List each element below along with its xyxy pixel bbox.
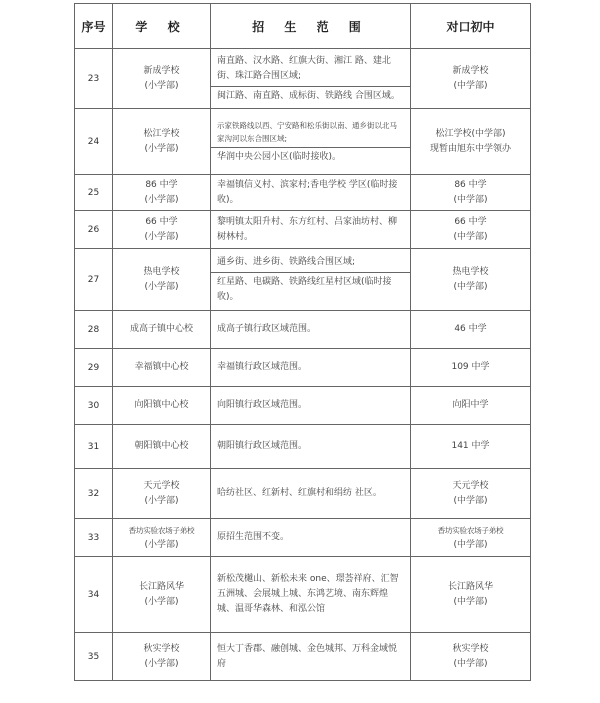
middle-school-cell: [411, 633, 531, 681]
school-section: (小学部): [144, 281, 179, 292]
range-cell: [211, 49, 411, 109]
school-cell: [113, 211, 211, 249]
range-segment: 南直路、汉水路、红旗大街、湘江 路、建北街、珠江路合围区域;: [217, 55, 391, 81]
school-cell: [113, 49, 211, 109]
middle-school-section: (中学部): [453, 281, 488, 292]
middle-school-name: 秋实学校: [452, 643, 489, 654]
range-segment: 黎明镇太阳升村、东方红村、吕家油坊村、柳树林村。: [217, 216, 398, 242]
range-cell: [211, 349, 411, 387]
middle-school-cell: [411, 109, 531, 175]
range-cell: [211, 211, 411, 249]
school-cell: [113, 109, 211, 175]
middle-school-name: 长江路风华: [447, 581, 493, 592]
school-name: 天元学校: [143, 480, 180, 491]
range-segment: 新松茂樾山、新松未来 one、璟荟祥府、汇智五洲城、会展城上城、东鸿艺境、南东辉煌城、温哥华森林、和泓公馆: [217, 574, 399, 614]
school-name: 幸福镇中心校: [134, 362, 189, 372]
middle-school-name: 109 中学: [451, 362, 490, 372]
table-row: [75, 311, 531, 349]
range-cell: [211, 311, 411, 349]
range-cell: [211, 249, 411, 311]
school-cell: [113, 425, 211, 469]
school-cell: [113, 311, 211, 349]
middle-school-name: 松江学校(中学部): [435, 128, 506, 139]
middle-school-cell: [411, 249, 531, 311]
middle-school-name: 新成学校: [452, 65, 489, 76]
range-segment: 华润中央公园小区(临时接收)。: [211, 147, 410, 167]
middle-school-name: 86 中学: [454, 179, 487, 190]
range-segment: 红星路、电碳路、铁路线红星村区域(临时接收)。: [211, 272, 410, 307]
range-segment: 向阳镇行政区域范围。: [217, 400, 308, 410]
middle-school-name: 热电学校: [452, 266, 489, 277]
row-number: 35: [75, 633, 113, 681]
middle-school-section: (中学部): [453, 495, 488, 506]
middle-school-cell: [411, 349, 531, 387]
school-cell: [113, 519, 211, 557]
range-segment: 朝阳镇行政区域范围。: [217, 441, 308, 451]
range-cell: [211, 469, 411, 519]
range-cell: [211, 519, 411, 557]
school-cell: [113, 249, 211, 311]
row-number: 32: [75, 469, 113, 519]
table-row: [75, 425, 531, 469]
middle-school-section: (中学部): [453, 658, 488, 669]
table-row: [75, 469, 531, 519]
middle-school-cell: [411, 469, 531, 519]
middle-school-cell: [411, 557, 531, 633]
table-row: [75, 49, 531, 109]
enrollment-table: [74, 3, 531, 681]
row-number: 30: [75, 387, 113, 425]
middle-school-cell: [411, 387, 531, 425]
school-section: (小学部): [144, 596, 179, 607]
middle-school-cell: [411, 211, 531, 249]
school-section: (小学部): [144, 231, 179, 242]
school-cell: [113, 557, 211, 633]
middle-school-cell: [411, 425, 531, 469]
range-cell: [211, 557, 411, 633]
range-segment: 恒大丁香郡、融创城、金色城邦、万科金域悦府: [217, 643, 398, 669]
range-segment: 示家铁路线以西、宁安路和松乐街以南、通乡街以北马家沟河以东合围区域;: [217, 120, 397, 143]
row-number: 23: [75, 49, 113, 109]
school-section: (小学部): [144, 495, 179, 506]
school-name: 向阳镇中心校: [134, 400, 189, 410]
middle-school-section: (中学部): [453, 596, 488, 607]
middle-school-name: 141 中学: [451, 441, 490, 451]
table-row: [75, 519, 531, 557]
range-cell: [211, 387, 411, 425]
table-row: [75, 557, 531, 633]
school-name: 66 中学: [145, 216, 178, 227]
school-cell: [113, 175, 211, 211]
middle-school-section: (中学部): [453, 80, 488, 91]
range-segment: 闽江路、南直路、成标街、铁路线 合围区域。: [211, 86, 410, 106]
range-cell: [211, 109, 411, 175]
middle-school-name: 66 中学: [454, 216, 487, 227]
middle-school-name: 向阳中学: [452, 400, 489, 410]
middle-school-name: 天元学校: [452, 480, 489, 491]
row-number: 33: [75, 519, 113, 557]
table-row: [75, 387, 531, 425]
middle-school-name: 香坊实验农场子弟校: [437, 525, 504, 535]
school-name: 秋实学校: [143, 643, 180, 654]
school-name: 成高子镇中心校: [129, 324, 193, 334]
school-cell: [113, 387, 211, 425]
middle-school-cell: [411, 49, 531, 109]
range-segment: 成高子镇行政区域范围。: [217, 324, 317, 334]
row-number: 34: [75, 557, 113, 633]
school-cell: [113, 633, 211, 681]
table-row: [75, 211, 531, 249]
school-section: (小学部): [144, 539, 179, 550]
school-name: 热电学校: [143, 266, 180, 277]
middle-school-section: (中学部): [453, 539, 488, 550]
table-row: [75, 175, 531, 211]
range-segment: 哈纺社区、红新村、红旗村和绢纺 社区。: [217, 488, 382, 498]
range-segment: 幸福镇信义村、滨家村;香电学校 学区(临时接收)。: [217, 179, 398, 205]
school-name: 新成学校: [143, 65, 180, 76]
header-school: 学 校: [113, 4, 211, 49]
middle-school-cell: [411, 311, 531, 349]
school-cell: [113, 469, 211, 519]
school-section: (小学部): [144, 143, 179, 154]
school-cell: [113, 349, 211, 387]
row-number: 26: [75, 211, 113, 249]
middle-school-cell: [411, 519, 531, 557]
row-number: 28: [75, 311, 113, 349]
row-number: 25: [75, 175, 113, 211]
enrollment-table-page: [74, 3, 530, 681]
middle-school-cell: [411, 175, 531, 211]
header-middle-school: 对口初中: [411, 4, 531, 49]
middle-school-section: (中学部): [453, 194, 488, 205]
range-cell: [211, 175, 411, 211]
table-row: [75, 249, 531, 311]
table-row: [75, 633, 531, 681]
range-segment: 原招生范围不变。: [217, 532, 290, 542]
header-range: 招 生 范 围: [211, 4, 411, 49]
table-row: [75, 349, 531, 387]
header-no: 序号: [75, 4, 113, 49]
school-section: (小学部): [144, 658, 179, 669]
row-number: 24: [75, 109, 113, 175]
school-name: 86 中学: [145, 179, 178, 190]
range-cell: [211, 633, 411, 681]
school-name: 香坊实验农场子弟校: [128, 525, 195, 535]
middle-school-note: 现暂由旭东中学领办: [429, 143, 511, 154]
range-cell: [211, 425, 411, 469]
row-number: 29: [75, 349, 113, 387]
range-segment: 幸福镇行政区域范围。: [217, 362, 308, 372]
table-header-row: [75, 4, 531, 49]
middle-school-name: 46 中学: [454, 324, 487, 334]
school-section: (小学部): [144, 194, 179, 205]
school-name: 朝阳镇中心校: [134, 441, 189, 451]
range-segment: 通乡街、进乡街、铁路线合围区域;: [217, 256, 356, 267]
table-row: [75, 109, 531, 175]
school-section: (小学部): [144, 80, 179, 91]
row-number: 27: [75, 249, 113, 311]
row-number: 31: [75, 425, 113, 469]
middle-school-section: (中学部): [453, 231, 488, 242]
school-name: 松江学校: [143, 128, 180, 139]
school-name: 长江路风华: [138, 581, 184, 592]
